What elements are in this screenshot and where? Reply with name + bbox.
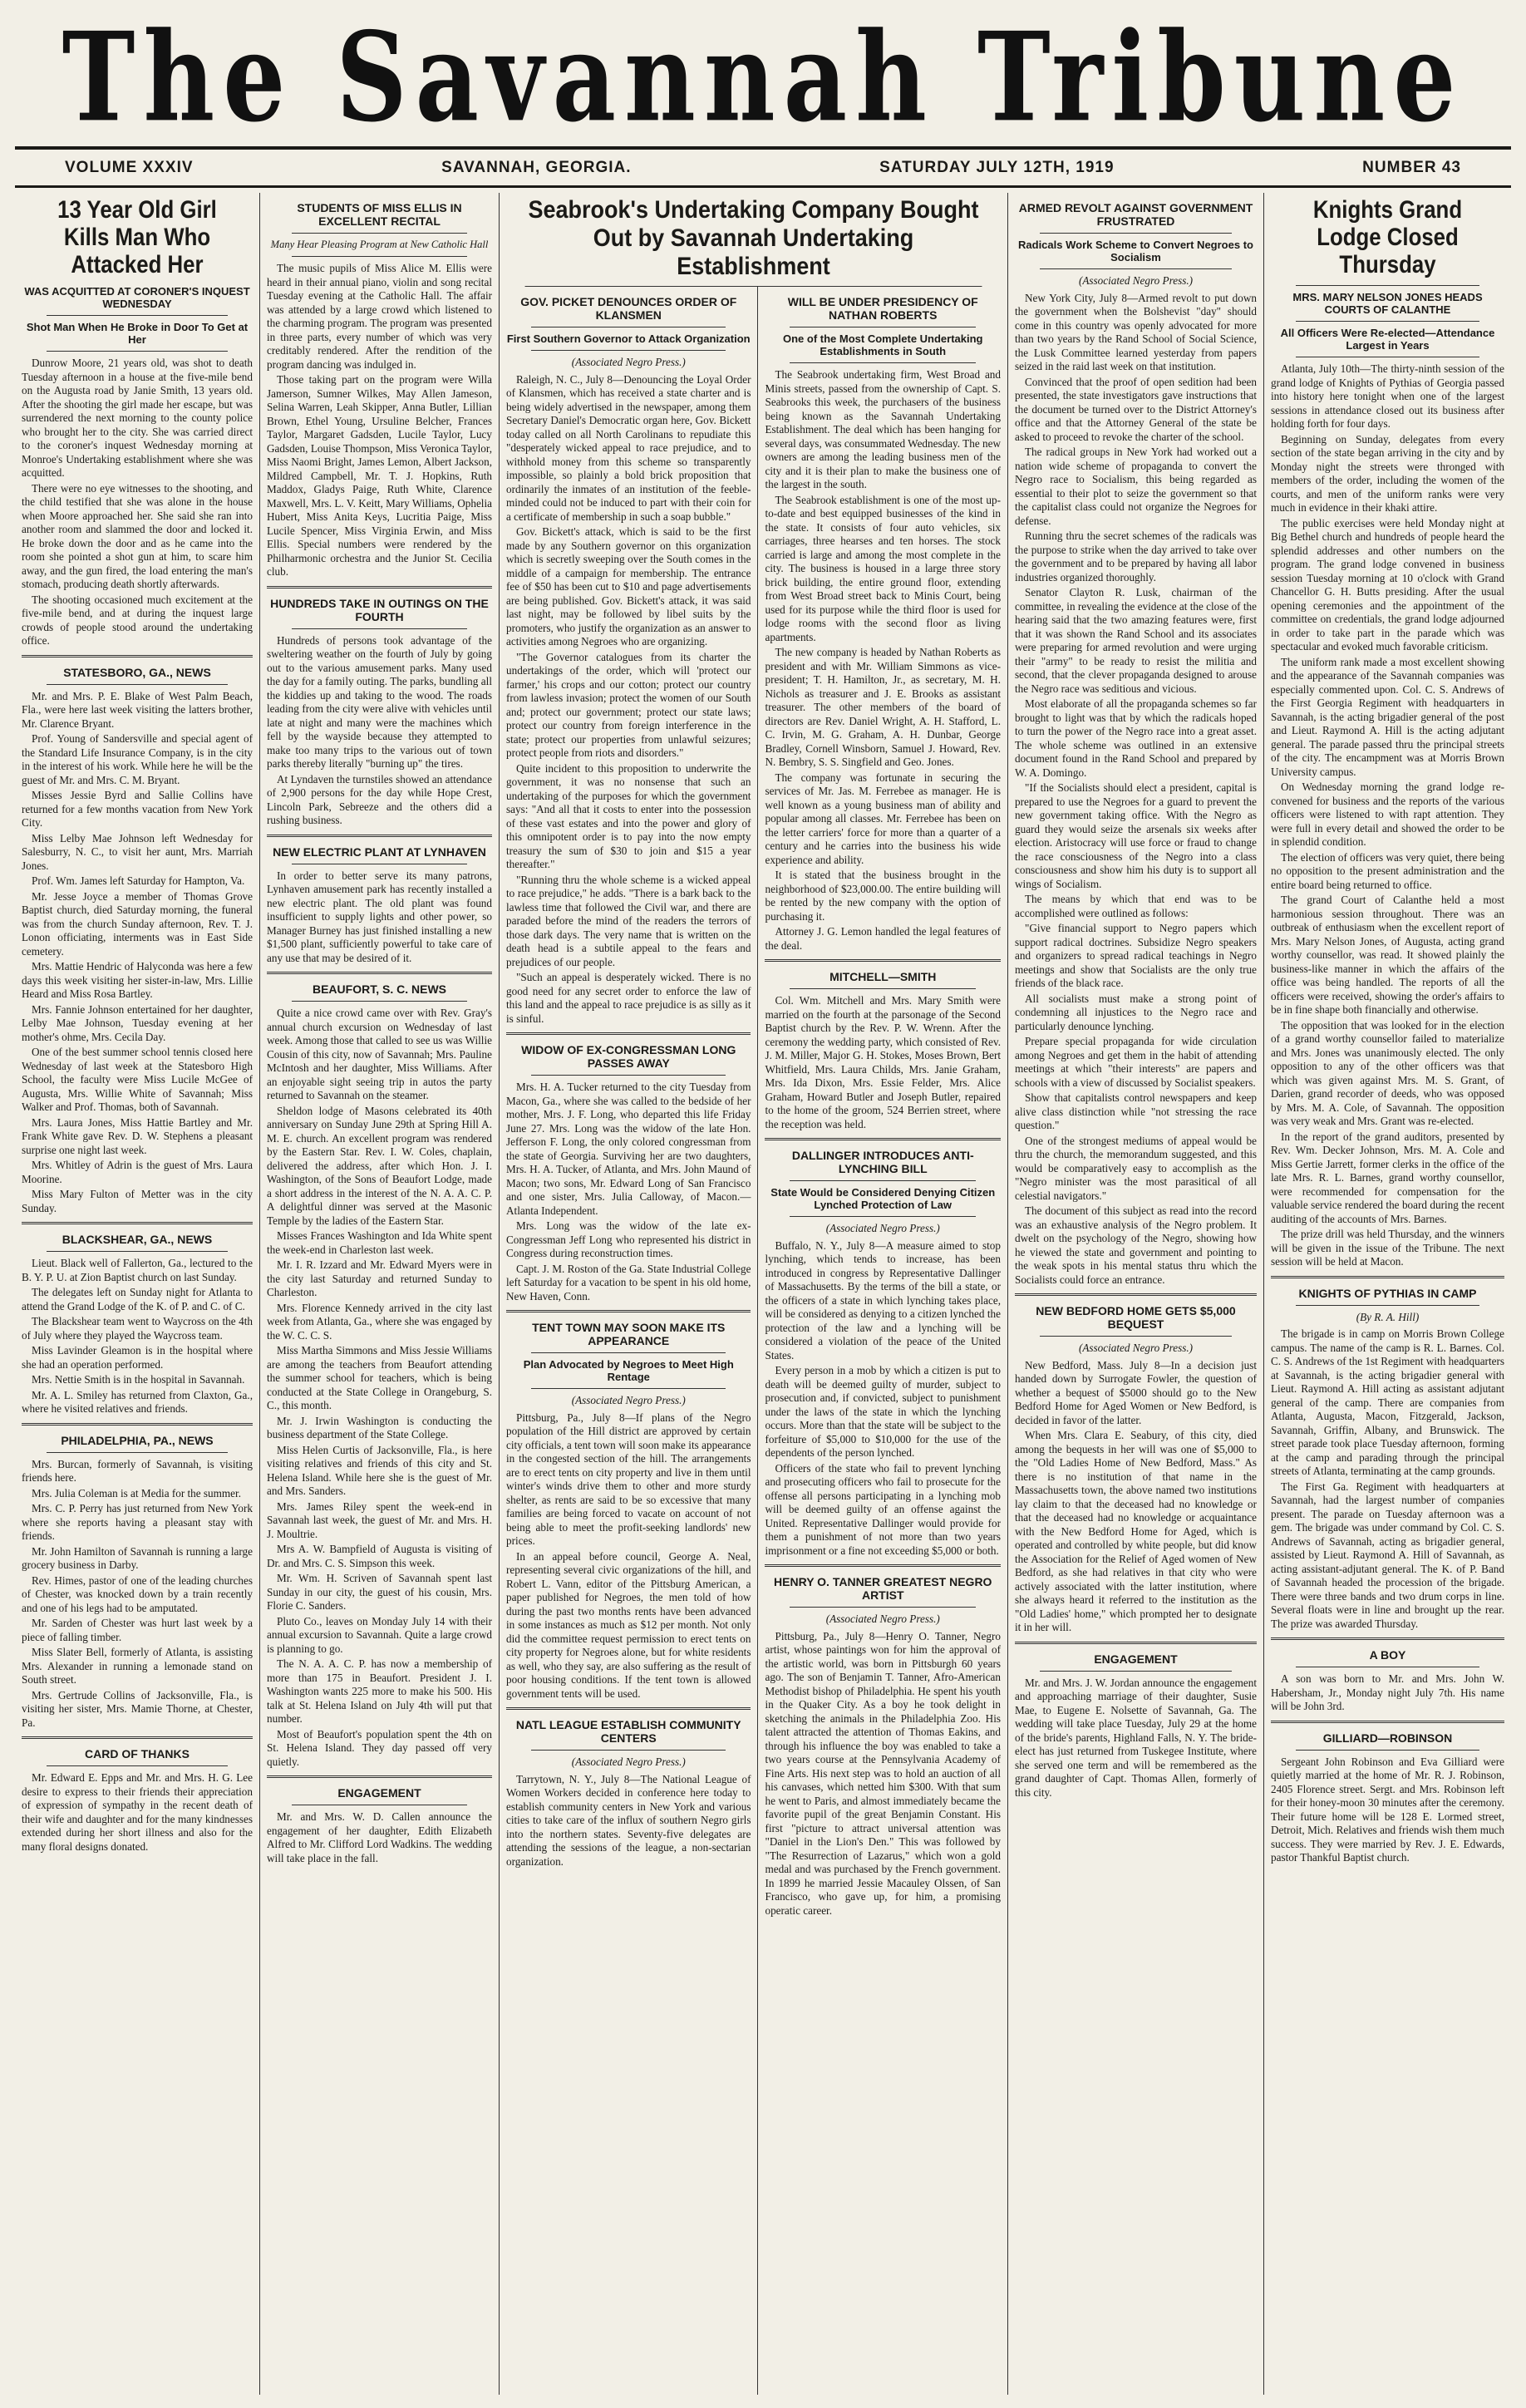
paragraph: Miss Lavinder Gleamon is in the hospital where she had an operation performed. [22,1344,253,1371]
paragraph: The company was fortunate in securing the services of Mr. Jas. M. Ferrebee as manager. He is well known as a young business man of ability and popular among all classes. Mr. Ferrebee has been on the letter carriers' force for more than a quarter of a century and he carries into the business his wide experience and ability. [765,771,1001,866]
paragraph: Sergeant John Robinson and Eva Gilliard were quietly married at the home of Mr. R. J. Robinson, 2405 Florence street. Sergt. and Mrs. Robinson left for their honey-moon 30 minutes after the ceremony. Their future home will be 128 E. Lormed street, Detroit, Mich. Relatives and friends wish them much success. They were married by Rev. J. E. Edwards, pastor Thankful Baptist church. [1271,1755,1504,1864]
paragraph: New York City, July 8—Armed revolt to put down the government when the Bolshevist "day" should come in this country was openly advocated for more than two years by the Rand School of Social Science, the Lusk Committee learned yesterday from papers seized in the raid last week on that institution. [1015,291,1257,372]
paragraph: The brigade is in camp on Morris Brown College campus. The name of the camp is R. L. Barnes. Col. C. S. Andrews of the 1st Regiment with headquarters at Savannah, is the acting brigadier general with Lieut. Raymond A. Hill acting as assistant adjutant general of the camp. There are companies from Atlanta, Augusta, Macon, Fitzgerald, Jackson, Savannah, Griffin, Albany, and Brunswick. The street parade took place Tuesday afternoon, forming at the camp and parading through the principal streets of Atlanta, terminating at the camp grounds. [1271,1327,1504,1477]
heading-statesboro-news: STATESBORO, GA., NEWS [63,665,211,679]
press-credit: (Associated Negro Press.) [571,1394,686,1406]
paragraph: Mr. and Mrs. W. D. Callen announce the engagement of her daughter, Edith Elizabeth Alfred to Mr. Clifford Lord Wadkins. The wedding will take place in the fall. [267,1810,492,1864]
paragraph: Convinced that the proof of open sedition had been presented, the state investigators gave instructions that the document be turned over to the District Attorney's office and that the Attorney General of the state be asked to proceed to revoke the charter of the school. [1015,375,1257,443]
headline-knights-grand-lodge: Knights Grand Lodge Closed Thursday [1312,196,1463,278]
paragraph: Buffalo, N. Y., July 8—A measure aimed to stop lynching, which tends to increase, has been introduced in congress by Representative Dallinger of Massachusetts. By the terms of the bill a state, or the officers of a state in which lynching takes place, will be considered as denying to a citizen lynched the protection of the law and a lynching will be considered a violation of the peace of the United States. [765,1238,1001,1362]
paragraph: Mr. I. R. Izzard and Mr. Edward Myers were in the city last Saturday and returned Sunday to Charleston. [267,1258,492,1298]
headline-seabrook-undertaking: Seabrook's Undertaking Company Bought Out by Savannah Undertaking Establishment [525,193,982,287]
columns [15,188,1511,2395]
paragraph: Quite a nice crowd came over with Rev. Gray's annual church excursion on Wednesday of last week. Among those that called to see us was Willie Cousin of this city, now of Savannah; Mrs. Pauline McIntosh and her daughter, Miss Williams. After an enjoyable sight seeing trip in autos the party returned to Savannah on the steamer. [267,1007,492,1101]
paragraph: On Wednesday morning the grand lodge re-convened for business and the reports of the various officers were listened to with rapt attention. They were full in every detail and showed the order to be in splendid condition. [1271,781,1504,848]
paragraph: The First Ga. Regiment with headquarters at Savannah, had the largest number of companies present. The parade on Tuesday afternoon was a gem. The brigade was under command by Col. C. S. Andrews of Savannah, acting as brigadier general, assisted by Lieut. Raymond A. Hill of Savannah, as acting assistant-adjutant general. The K. of P. Band of Savannah headed the procession of the brigade. There were three bands and two drum corps in line. Several floats were in line and brought up the rear. The prize was awarded Thursday. [1271,1480,1504,1630]
heading-a-boy: A BOY [1369,1648,1406,1662]
paragraph: Atlanta, July 10th—The thirty-ninth session of the grand lodge of Knights of Pythias of Georgia passed into history here tonight when one of the largest sessions in attendance closed out its business after holding forth for four days. [1271,362,1504,430]
paragraph: Gov. Bickett's attack, which is said to be the first made by any Southern governor on this organization which is secretly sweeping over the South comes in the middle of a campaign for membership. The entrance fee of $50 has been cut to $10 and page advertisements are being published. Gov. Bickett's attack, it was said last night, may be followed by libel suits by the promoters, who justify the organization as an answer to activities among Negroes who are organizing. [506,525,751,648]
subheading-anti-lynching: State Would be Considered Denying Citizen Lynched Protection of Law [770,1186,996,1211]
paragraph: Misses Jessie Byrd and Sallie Collins have returned for a few months vacation from New York City. [22,789,253,829]
column-3 [500,287,758,2395]
paragraph: One of the best summer school tennis closed here Wednesday of last week at the Statesboro High School, the faculty were Miss Lucile McGee of Augusta, Mrs. Willie White of Savannah; Miss Walker and Prof. Thomas, both of Savannah. [22,1046,253,1113]
paragraph: Sheldon lodge of Masons celebrated its 40th anniversary on Sunday June 29th at Spring Hill A. M. E. church. An excellent program was rendered by the Eastern Star. Rev. I. W. Coles, chaplain, delivered the address, after which Hon. J. I. Washington, of the Sons of Beaufort Lodge, made a short address in the interest of the N. A. A. C. P. A delightful dinner was served at the Masonic Temple by the ladies of the Eastern Star. [267,1104,492,1227]
paragraph: The public exercises were held Monday night at Big Bethel church and hundreds of people heard the splendid addresses and other numbers on the program. The grand lodge convened in business session Tuesday morning at 10 o'clock with Grand Chancellor G. H. Butts presiding. After the usual opening ceremonies and the appointment of the committee on credentials, the grand lodge adjourned in order to take part in the parade which was spectacular and evoked much favorable criticism. [1271,516,1504,652]
paragraph: Prof. Wm. James left Saturday for Hampton, Va. [32,874,245,887]
paragraph: The Seabrook undertaking firm, West Broad and Minis streets, passed from the ownership of Capt. S. Seabrooks this week, the purchasers of the business being known as the Savannah Undertaking Establishment. The deal which has been hanging for several days, was consummated Wednesday. The new owners are among the leading business men of the city and it is their plan to make the business one of the largest in the south. [765,368,1001,490]
paragraph: Capt. J. M. Roston of the Ga. State Industrial College left Saturday for a vacation to be spent in his old home, New Haven, Conn. [506,1262,751,1302]
paragraph: Miss Martha Simmons and Miss Jessie Williams are among the teachers from Beaufort attending the summer school for teachers, which is being conducted at the State College in Orangeburg, S. C., this month. [267,1344,492,1411]
byline: (By R. A. Hill) [1356,1310,1420,1323]
paragraph: The opposition that was looked for in the election of a grand worthy counsellor failed to materialize and Mrs. Jones was unanimously elected. The only opposition to any of the other officers was that which was given against Mrs. M. S. Grant, of Darien, grand recorder of deeds, who was opposed by Mrs. M. A. Cole, of Savannah. The opposition was very weak and Mrs. Grant was re-elected. [1271,1018,1504,1127]
heading-outings-fourth: HUNDREDS TAKE IN OUTINGS ON THE FOURTH [270,596,489,623]
heading-philadelphia-news: PHILADELPHIA, PA., NEWS [61,1433,214,1447]
paragraph: The election of officers was very quiet, there being no opposition to the present administration and the entire board being returned to office. [1271,850,1504,891]
paragraph: Quite incident to this proposition to underwrite the government, it was no nonsense that such an undertaking of the purposes for which the government says: "And all that it costs to enter into the possession of these vast estates and into the power and glory of this omnipotent order is to pay into the now empty treasury the sum of $30 to join and $15 a year thereafter." [506,761,751,870]
deck-acquitted: WAS ACQUITTED AT CORONER'S INQUEST WEDNESDAY [24,285,250,310]
paragraph: The radical groups in New York had worked out a nation wide scheme of propaganda to convert the Negro race to Socialism, this being regarded as essential to their plot to seize the government so that the capitalist class could not organize the Negroes for defense. [1015,446,1257,527]
paragraph: Misses Frances Washington and Ida White spent the week-end in Charleston last week. [267,1229,492,1256]
paragraph: Mrs. H. A. Tucker returned to the city Tuesday from Macon, Ga., where she was called to the bedside of her mother, Mrs. J. F. Long, who departed this life Friday June 27. Mrs. Long was the widow of the late Hon. Jefferson F. Long, the only colored congressman from the state of Georgia. Surviving her are two daughters, Mrs. H. A. Tucker, of Atlanta, and Mrs. John Maund of Macon; two sons, Mr. Edward Long of San Francisco and one sister, Mrs. Julia Calloway, of Macon.—Atlanta Independent. [506,1081,751,1217]
paragraph: "The Governor catalogues from its charter the undertakings of the order, which will 'protect our farmer,' his crops and our cotton; protect our country from lawless invasion; protect the women of our South and; protect our government; protect our state laws; protect our country from foreign interference in the state; protect our properties from unlawful seizures; protect people from riots and disorders." [506,650,751,759]
deck-officers-reelected: All Officers Were Re-elected—Attendance Largest in Years [1280,327,1495,352]
heading-students-recital: STUDENTS OF MISS ELLIS IN EXCELLENT RECITAL [297,201,462,228]
press-credit: (Associated Negro Press.) [1078,274,1194,287]
paragraph: Attorney J. G. Lemon handled the legal features of the deal. [765,925,1001,952]
paragraph: The new company is headed by Nathan Roberts as president and with Mr. William Simmons as vice-president; T. H. Hamilton, Jr., as secretary, M. H. Nichols as treasurer and J. E. Brooks as assistant treasurer. The other members of the board of directors are Rev. Daniel Wright, A. H. Stafford, L. C. Irvin, M. G. Graham, A. H. Dunbar, George Bradley, Cornell Winsborn, Samuel J. Howard, Rev. N. Bembry, S. S. Singfield and Geo. Jones. [765,646,1001,768]
paragraph: A son was born to Mr. and Mrs. John W. Habersham, Jr., Monday night July 7th. His name will be John 3rd. [1271,1672,1504,1712]
paragraph: The delegates left on Sunday night for Atlanta to attend the Grand Lodge of the K. of P. and C. of C. [22,1286,253,1312]
deck-mary-nelson-jones: MRS. MARY NELSON JONES HEADS COURTS OF CALANTHE [1292,291,1483,316]
subheading-recital: Many Hear Pleasing Program at New Catholic Hall [270,239,489,250]
deck-shot-man: Shot Man When He Broke in Door To Get at Her [26,321,249,346]
paragraph: New Bedford, Mass. July 8—In a decision just handed down by Surrogate Fowler, the question of whether a bequest of $5000 should go to the New Bedford Home for Aged Women or New Bedford, is decided in favor of the latter. [1015,1358,1257,1426]
subheading-undertaking: One of the Most Complete Undertaking Establishments in South [782,332,983,357]
paragraph: The document of this subject as read into the record was an exhaustive analysis of the Negro problem. It dwelt on the psychology of the Negro, showing how he viewed the state and government and pointing to the weak spots in his mental status thru which the Socialists could force an entrance. [1015,1204,1257,1286]
press-credit: (Associated Negro Press.) [825,1222,940,1234]
paragraph: "Such an appeal is desperately wicked. There is no good need for any secret order to enforce the law of this land and the appeal to race prejudice is as silly as it is sinful. [506,971,751,1025]
paragraph: It is stated that the business brought in the neighborhood of $23,000.00. The entire building will be rented by the new company with the option of purchasing it. [765,869,1001,923]
heading-anti-lynching-bill: DALLINGER INTRODUCES ANTI-LYNCHING BILL [791,1149,974,1175]
paragraph: The means by which that end was to be accomplished were outlined as follows: [1015,893,1257,919]
paragraph: Col. Wm. Mitchell and Mrs. Mary Smith were married on the fourth at the parsonage of the Second Baptist church by the Rev. P. W. Wrenn. After the ceremony the wedding party, which consisted of Rev. J. M. Miller, Major G. H. Stokes, Moses Brown, Bert Whitfield, Mrs. Laura Childs, Mrs. Janie Graham, Mrs. Ida Dixon, Mrs. Essie Felder, Mrs. Alice Graham, Howard Butler and Joseph Butler, repaired to the home of the groom, 524 Berrien street, where the reception was held. [765,994,1001,1130]
paragraph: There were no eye witnesses to the shooting, and the child testified that she was alone in the house when Moore approached her. She said she ran into another room and slammed the door and locked it. He broke down the door and as he came into the room she pointed a shot gun at him, to scare him away, and the gun fired, the load entering the man's stomach, producing death shortly afterwards. [22,481,253,590]
heading-tent-town: TENT TOWN MAY SOON MAKE ITS APPEARANCE [532,1321,726,1347]
paragraph: Running thru the secret schemes of the radicals was the purpose to strike when the day arrived to take over the government and to be prepared by having all labor industries organized thoroughly. [1015,529,1257,584]
paragraph: "Running thru the whole scheme is a wicked appeal to race prejudice," he adds. "There is a bark back to the lawless time that followed the Civil war, and there are paraded before the mind of the readers the terrors of those dark days. The very name that is written on the death head is a subtile appeal to the fears and prejudices of our people. [506,873,751,968]
paragraph: Show that capitalists control newspapers and keep alive class distinction while "not stressing the race question." [1015,1091,1257,1131]
paragraph: Mrs. James Riley spent the week-end in Savannah last week, the guest of Mr. and Mrs. H. J. Moultrie. [267,1499,492,1540]
paragraph: Mrs. Gertrude Collins of Jacksonville, Fla., is visiting her sister, Mrs. Mamie Thorne, at Chester, Pa. [22,1688,253,1729]
paragraph: The N. A. A. C. P. has now a membership of more than 175 in Beaufort. President J. I. Washington wants 225 more to make his 500. His talk at St. Helena Island on July 4th will put that number. [267,1657,492,1725]
paragraph: The uniform rank made a most excellent showing and the appearance of the Savannah companies was especially commented upon. Col. C. S. Andrews of the First Georgia Regiment with headquarters in Savannah, is the acting brigadier general of the post and Lieut. Raymond A. Hill is the acting adjutant general. The parade passed thru the principal streets of the city. The encampment was at Morris Brown University campus. [1271,655,1504,778]
paragraph: The prize drill was held Thursday, and the winners will be given in the issue of the Tribune. The next session will be held at Macon. [1271,1228,1504,1268]
paragraph: Tarrytown, N. Y., July 8—The National League of Women Workers decided in conference here today to establish community centers in New York and various cities to take care of the influx of southern Negro girls into the northern states. Seventy-five delegates are attending the sessions of the league, a non-sectarian organization. [506,1772,751,1868]
press-credit: (Associated Negro Press.) [1078,1342,1194,1354]
paragraph: Prepare special propaganda for wide circulation among Negroes and get them in the habit of attending meetings at which "their interests" are papers and schools with a view of discussed by Socialist speakers. [1015,1035,1257,1089]
paragraph: Mr. Wm. H. Scriven of Savannah spent last Sunday in our city, the guest of his cousin, Mrs. Florie C. Sanders. [267,1572,492,1612]
paragraph: Mrs. Burcan, formerly of Savannah, is visiting friends here. [22,1457,253,1484]
paragraph: Hundreds of persons took advantage of the sweltering weather on the fourth of July by going out to the various amusement parks. Many used the day for a family outing. The parks, bundling all the kiddies up and taking to the wood. The roads leading from the city were alive with vehicles until late at night and many were the machines which fell by the wayside because they attempted to make too many trips to the various out of town parks thereby literally "burning up" the tires. [267,633,492,770]
newspaper-title: The Savannah Tribune [62,4,1464,149]
paragraph: Mr. Edward E. Epps and Mr. and Mrs. H. G. Lee desire to express to their friends their appreciation of expression of sympathy in the recent death of their wife and daughter and for the many kindnesses extended during her short illness and also for the many floral designs donated. [22,1771,253,1853]
headline-girl-kills-man: 13 Year Old Girl Kills Man Who Attacked Her [57,196,217,278]
paragraph: Dunrow Moore, 21 years old, was shot to death Tuesday afternoon in a house at the five-mile bend on the Augusta road by Janie Smith, 13 years old. After the shooting the girl made her escape, but was surrendered the next morning to the county police who brought her to the city. She was carried direct to the coroner's inquest Wednesday morning at Monroe's Undertaking establishment where she was acquitted. [22,357,253,479]
heading-gov-picket: GOV. PICKET DENOUNCES ORDER OF KLANSMEN [520,295,737,322]
paragraph: Mr. John Hamilton of Savannah is running a large grocery business in Darby. [22,1544,253,1571]
masthead [15,4,1511,150]
paragraph: Officers of the state who fail to prevent lynching and prosecuting officers who fail to prosecute for the offense all persons participating in a lynching mob will be deemed guilty of an offense against the United. Representative Dallinger would provide for them a punishment of not more than two years imprisonment or a fine not exceeding $5,000 or both. [765,1461,1001,1557]
paragraph: Miss Lelby Mae Johnson left Wednesday for Salesburry, N. C., to visit her aunt, Mrs. Marriah Jones. [22,831,253,872]
column-1 [15,193,260,2395]
paragraph: Mr. A. L. Smiley has returned from Claxton, Ga., where he visited relatives and friends. [22,1388,253,1415]
paragraph: Prof. Young of Sandersville and special agent of the Standard Life Insurance Company, is in the city in the interest of his work. While here he will be the guest of Mr. and Mrs. C. M. Bryant. [22,732,253,786]
heading-engagement: ENGAGEMENT [1094,1652,1178,1666]
heading-mitchell-smith: MITCHELL—SMITH [829,970,937,983]
paragraph: Senator Clayton R. Lusk, chairman of the committee, in revealing the evidence at the close of the hearing said that the two amazing features were, first that it was shown the Rand School and its associates were preparing for armed revolution and were urging their "army" to be ready to resist the militia and second, that the clever propaganda designed to arouse the Negro race was seditious and vicious. [1015,586,1257,695]
paragraph: The grand Court of Calanthe held a most harmonious session throughout. There was an outbreak of enthusiasm when the excellent report of Mrs. Mary Nelson Jones, of Augusta, acting grand worthy counsellor, was read. It showed plainly the business-like manner in which the affairs of the office was being handled. The reports of all the officers were received, showing the order's affairs to be in fine shape both financially and otherwise. [1271,894,1504,1016]
heading-new-bedford-home: NEW BEDFORD HOME GETS $5,000 BEQUEST [1036,1304,1236,1331]
heading-blackshear-news: BLACKSHEAR, GA., NEWS [62,1233,213,1246]
paragraph: In an appeal before council, George A. Neal, representing several civic organizations of the hill, and Robert L. Vann, editor of the Pittsburg American, a paper published for Negroes, the men told of how during the past two months rents have been advanced in some instances as much as $12 per month. Not only did the committee request permission to erect tents on city property for Negroes alone, but for white residents as well, who they say, are also suffering as the result of poor housing conditions. If the tent town is allowed government tents will be used. [506,1549,751,1700]
paragraph: The Blackshear team went to Waycross on the 4th of July where they played the Waycross team. [22,1315,253,1342]
paragraph: Mr. J. Irwin Washington is conducting the business department of the State College. [267,1414,492,1440]
paragraph: Most elaborate of all the propaganda schemes so far brought to light was that by which the radicals hoped to turn the power of the Negro race into a great asset. The whole scheme was outlined in an extensive document found in the Rand School and prepared by W. A. Domingo. [1015,697,1257,779]
paragraph: One of the strongest mediums of appeal would be thru the church, the memorandum suggested, and this would be comparatively easy to accomplish as the "Negro minister was the most parasitical of all celestial navigators." [1015,1134,1257,1202]
paragraph: Mrs. C. P. Perry has just returned from New York where she reports having a pleasant stay with friends. [22,1502,253,1542]
paragraph: "If the Socialists should elect a president, capital is prepared to use the Negroes for a guard to prevent the new government taking office. With the Negro as guard they would seize the arsenals six weeks after election. Aristocracy will use force or fraud to change the race consciousness of the Negro into a class consciousness and show him his duty is to support all wings of Socialism. [1015,781,1257,890]
paragraph: Miss Mary Fulton of Metter was in the city Sunday. [22,1188,253,1214]
paragraph: Those taking part on the program were Willa Jamerson, Sumner Wilkes, May Allen Jameson, Selina Warren, Leah Skipper, Anna Butler, Lillian Brown, Ethel Young, Ursuline Belcher, Frances Taylor, Margaret Gadsden, Lucile Taylor, Lucy Gadsden, Louise Thompson, Miss Veronica Taylor, Miss Naomi Bright, James Lemon, Albert Jackson, Mildred Campbell, Mr. T. J. Hopkins, Ruth Maddox, Gladys Paige, Ruth White, Clarence Maxwell, Mrs. L. V. Keitt, Mary Williams, Ophelia Hubert, Miss Anita Keys, Lucritia Paige, Miss Lucile Spencer, Miss Virginia Erwin, and Miss Ellis. Special numbers were rendered by the Philharmonic orchestra and the Junior St. Cecilia club. [267,373,492,578]
paragraph: The shooting occasioned much excitement at the five-mile bend, and at during the inquest large crowds of people stood around the undertaking office. [22,593,253,647]
dateline [15,150,1511,188]
paragraph: Mrs. Laura Jones, Miss Hattie Bartley and Mr. Frank White gave Rev. D. W. Stephens a pleasant surprise one night last week. [22,1115,253,1156]
paragraph: Mrs. Long was the widow of the late ex-Congressman Jeff Long who represented his district in Congress during reconstruction times. [506,1219,751,1259]
paragraph: Lieut. Black well of Fallerton, Ga., lectured to the B. Y. P. U. at Zion Baptist church on last Sunday. [22,1257,253,1283]
heading-knights-in-camp: KNIGHTS OF PYTHIAS IN CAMP [1298,1286,1477,1300]
paragraph: At Lyndaven the turnstiles showed an attendance of 2,900 persons for the day while Hope Crest, Lincoln Park, Sebreeze and the others did a rushing business. [267,772,492,826]
column-5 [1008,193,1264,2395]
press-credit: (Associated Negro Press.) [571,356,686,368]
paragraph: "Give financial support to Negro papers which support radical doctrines. Subsidize Negro speakers and organizers to spread radical teachings in Negro meetings and show that Socialists are the only true friends of the black race. [1015,922,1257,989]
paragraph: Pittsburg, Pa., July 8—If plans of the Negro population of the Hill district are approved by certain city officials, a tent town will soon make its appearance in the congested section of the hill. The arrangements are to erect tents on city property and live in them until winter's winds drive them to other and more sturdy shelter, as rents are said to be so excessive that many families are being forced to vacate on account of not being able to meet the profit-seeking landlords' new prices. [506,1411,751,1547]
paragraph: In the report of the grand auditors, presented by Rev. Wm. Decker Johnson, Mrs. M. A. Cole and Miss Gertie Jarrett, former clerks in the office of the late Mrs. R. L. Barnes, grand worthy counsellor, were recommended for compensation for the valuable service rendered the board during the recent auditing of the accounts of Mrs. Barnes. [1271,1130,1504,1225]
spanning-article [500,193,1008,2395]
press-credit: (Associated Negro Press.) [571,1756,686,1768]
volume-label: VOLUME XXXIV [65,158,194,176]
subheading-radicals: Radicals Work Scheme to Convert Negroes to Socialism [1018,239,1253,263]
paragraph: Pittsburg, Pa., July 8—Henry O. Tanner, Negro artist, whose paintings won for him the approval of the artistic world, was born in Pittsburgh 60 years ago. The son of Benjamin T. Tanner, Afro-American Methodist bishop of Philadelphia. He spent his youth in the Quaker City. As a boy he took delight in sketching the animals in the Philadelphia Zoo. His talent attracted the attention of Thomas Eakins, and through his influence the boy was enabled to take a two years course at the Pennsylvania Academy of Fine Arts. His next step was to hold an auction of all his canvases, which netted him $300. With that sum he went to Paris, and almost immediately became the favorite pupil of the great Benjamin Constant. His first "picture to attract universal attention was "Daniel in the Lion's Den." This was followed by "The Resurrection of Lazarus," which won a gold medal and was purchased by the French government. In 1899 he married Jessie Macauley Olssen, of San Francisco, who gave up, for him, a promising operatic career. [765,1629,1001,1917]
paragraph: Mrs. Nettie Smith is in the hospital in Savannah. [32,1373,245,1386]
heading-gilliard-robinson: GILLIARD—ROBINSON [1322,1731,1453,1745]
paragraph: Pluto Co., leaves on Monday July 14 with their annual excursion to Savannah. Quite a large crowd is planning to go. [267,1614,492,1655]
paragraph: Mrs A. W. Bampfield of Augusta is visiting of Dr. and Mrs. C. S. Simpson this week. [267,1543,492,1569]
paragraph: Mrs. Julia Coleman is at Media for the summer. [32,1486,241,1499]
press-credit: (Associated Negro Press.) [825,1613,940,1625]
place-label: SAVANNAH, GEORGIA. [441,158,632,176]
heading-widow-congressman: WIDOW OF EX-CONGRESSMAN LONG PASSES AWAY [521,1043,736,1070]
heading-community-centers: NATL LEAGUE ESTABLISH COMMUNITY CENTERS [515,1718,741,1745]
heading-beaufort-news: BEAUFORT, S. C. NEWS [312,982,446,996]
heading-electric-plant: NEW ELECTRIC PLANT AT LYNHAVEN [273,845,486,859]
paragraph: Miss Slater Bell, formerly of Atlanta, is assisting Mrs. Alexander in running a lemonade stand on South street. [22,1646,253,1686]
paragraph: When Mrs. Clara E. Seabury, of this city, died among the bequests in her will was one of $5,000 to the "Old Ladies Home of New Bedford, Mass." As there is no institution of that name in the Massachusetts town, the above named two institutions lay claim to that the deceased had no knowledge or that the deceased had no knowledge or acquaintance with the New Bedford Home for Aged, which is operated and controlled by white people, but did know the Association for the Relief of Aged women of New Bedford, as she had relatives in that city who were actively associated with the latter institution, where she always heard it referred to the institution as the "Old Ladies' home," which prompted her to designate it in her will. [1015,1429,1257,1633]
heading-engagement: ENGAGEMENT [337,1786,421,1800]
paragraph: Rev. Himes, pastor of one of the leading churches of Chester, was knocked down by a train recently and one of his legs had to be amputated. [22,1573,253,1614]
subheading-tent-town: Plan Advocated by Negroes to Meet High Rentage [523,1358,734,1383]
paragraph: The Seabrook establishment is one of the most up-to-date and best equipped businesses of the kind in the state. It consists of four auto vehicles, six carriages, three hearses and ten horses. The stock carried is large and among the most complete in the city. The business is housed in a large three story brick building, the entire ground floor, extending from West Broad street back to Minis Court, being used for its purpose while the third floor is used for lodge rooms with the second floor as living apartments. [765,493,1001,643]
column-2 [260,193,500,2395]
issue-number: NUMBER 43 [1362,158,1461,176]
paragraph: All socialists must make a strong point of condemning all injustices to the Negro race and particularly denounce lynching. [1015,992,1257,1032]
paragraph: Mr. Sarden of Chester was hurt last week by a piece of falling timber. [22,1617,253,1643]
heading-nathan-roberts: WILL BE UNDER PRESIDENCY OF NATHAN ROBERTS [787,295,978,322]
column-4 [758,287,1007,2395]
paragraph: The music pupils of Miss Alice M. Ellis were heard in their annual piano, violin and song recital Tuesday evening at the Catholic Hall. The affair was attended by a large crowd which listened to the charming program. The program was presented in three parts, every number of which was very creditably rendered. After the rendition of the program dancing was indulged in. [267,262,492,371]
heading-henry-tanner: HENRY O. TANNER GREATEST NEGRO ARTIST [774,1575,992,1602]
paragraph: Raleigh, N. C., July 8—Denouncing the Loyal Order of Klansmen, which has received a state charter and is being widely advertised in the newspaper, among them Secretary Daniel's Democratic organ here, Gov. Bickett today called on all North Carolinans to repudiate this "desperately wicked appeal to race prejudice, and to withhold money from this scheme so transparently impossible, so plainly a bold brick proposition that ordinarily the inmates of an institution of the feeble-minded could not be induced to part with their coin for a certificate of membership in such a soap bubble." [506,372,751,523]
paragraph: In order to better serve its many patrons, Lynhaven amusement park has recently installed a new electric plant. The old plant was found insufficient to supply lights and other power, so Manager Burney has just finished installing a new $1,500 plant, sufficiently powerful to take care of any use that may be desired of it. [267,869,492,964]
date-label: SATURDAY JULY 12TH, 1919 [879,158,1115,176]
paragraph: Most of Beaufort's population spent the 4th on St. Helena Island. They day passed off very quietly. [267,1727,492,1768]
paragraph: Mr. Jesse Joyce a member of Thomas Grove Baptist church, died Saturday morning, the funeral was from the church Sunday afternoon, Rev. T. J. Lonon officiating, interments was in East Side cemetery. [22,889,253,958]
paragraph: Mrs. Fannie Johnson entertained for her daughter, Lelby Mae Johnson, Tuesday evening at her mother's ohme, Mrs. Cecila Day. [22,1002,253,1043]
column-6 [1264,193,1511,2395]
paragraph: Mrs. Mattie Hendric of Halyconda was here a few days this week visiting her sister-in-law, Mrs. Lillie Heard and Miss Rosa Bartley. [22,960,253,1000]
paragraph: Beginning on Sunday, delegates from every section of the state began arriving in the city and by Monday night the streets were thronged with members of the order, including the women of the courts, and men of the uniform ranks were very much in evidence in their khaki attire. [1271,432,1504,514]
paragraph: Every person in a mob by which a citizen is put to death will be deemed guilty of murder, subject to prosecution and, if convicted, subject to punishment under the laws of the state in which the lynching occurs. More than that the state will be subject to the forfeiture of $5,000 to $10,000 for the use of the dependents of the person lynched. [765,1364,1001,1459]
paragraph: Mr. and Mrs. J. W. Jordan announce the engagement and approaching marriage of their daughter, Susie Mae, to Eugene E. Nolsette of Savannah, Ga. The wedding will take place Tuesday, July 29 at the home of the bride's parents, Highland Falls, N. Y. The bride-elect has just returned from Tuskegee Institute, where she served one term and will be remembered as the grand daughter of Capt. Thomas Allen, formerly of this city. [1015,1676,1257,1799]
paragraph: Mrs. Florence Kennedy arrived in the city last week from Atlanta, Ga., where she was engaged by the W. C. C. S. [267,1301,492,1342]
heading-card-of-thanks: CARD OF THANKS [85,1747,190,1760]
subheading-first-governor: First Southern Governor to Attack Organization [506,332,751,345]
heading-armed-revolt: ARMED REVOLT AGAINST GOVERNMENT FRUSTRATED [1018,201,1253,228]
paragraph: Miss Helen Curtis of Jacksonville, Fla., is here visiting relatives and friends of this city and St. Helena Island. While here she is the guest of Mr. and Mrs. Sanders. [267,1443,492,1497]
paragraph: Mrs. Whitley of Adrin is the guest of Mrs. Laura Moorine. [22,1159,253,1185]
paragraph: Mr. and Mrs. P. E. Blake of West Palm Beach, Fla., were here last week visiting the latters brother, Mr. Clarence Bryant. [22,689,253,730]
